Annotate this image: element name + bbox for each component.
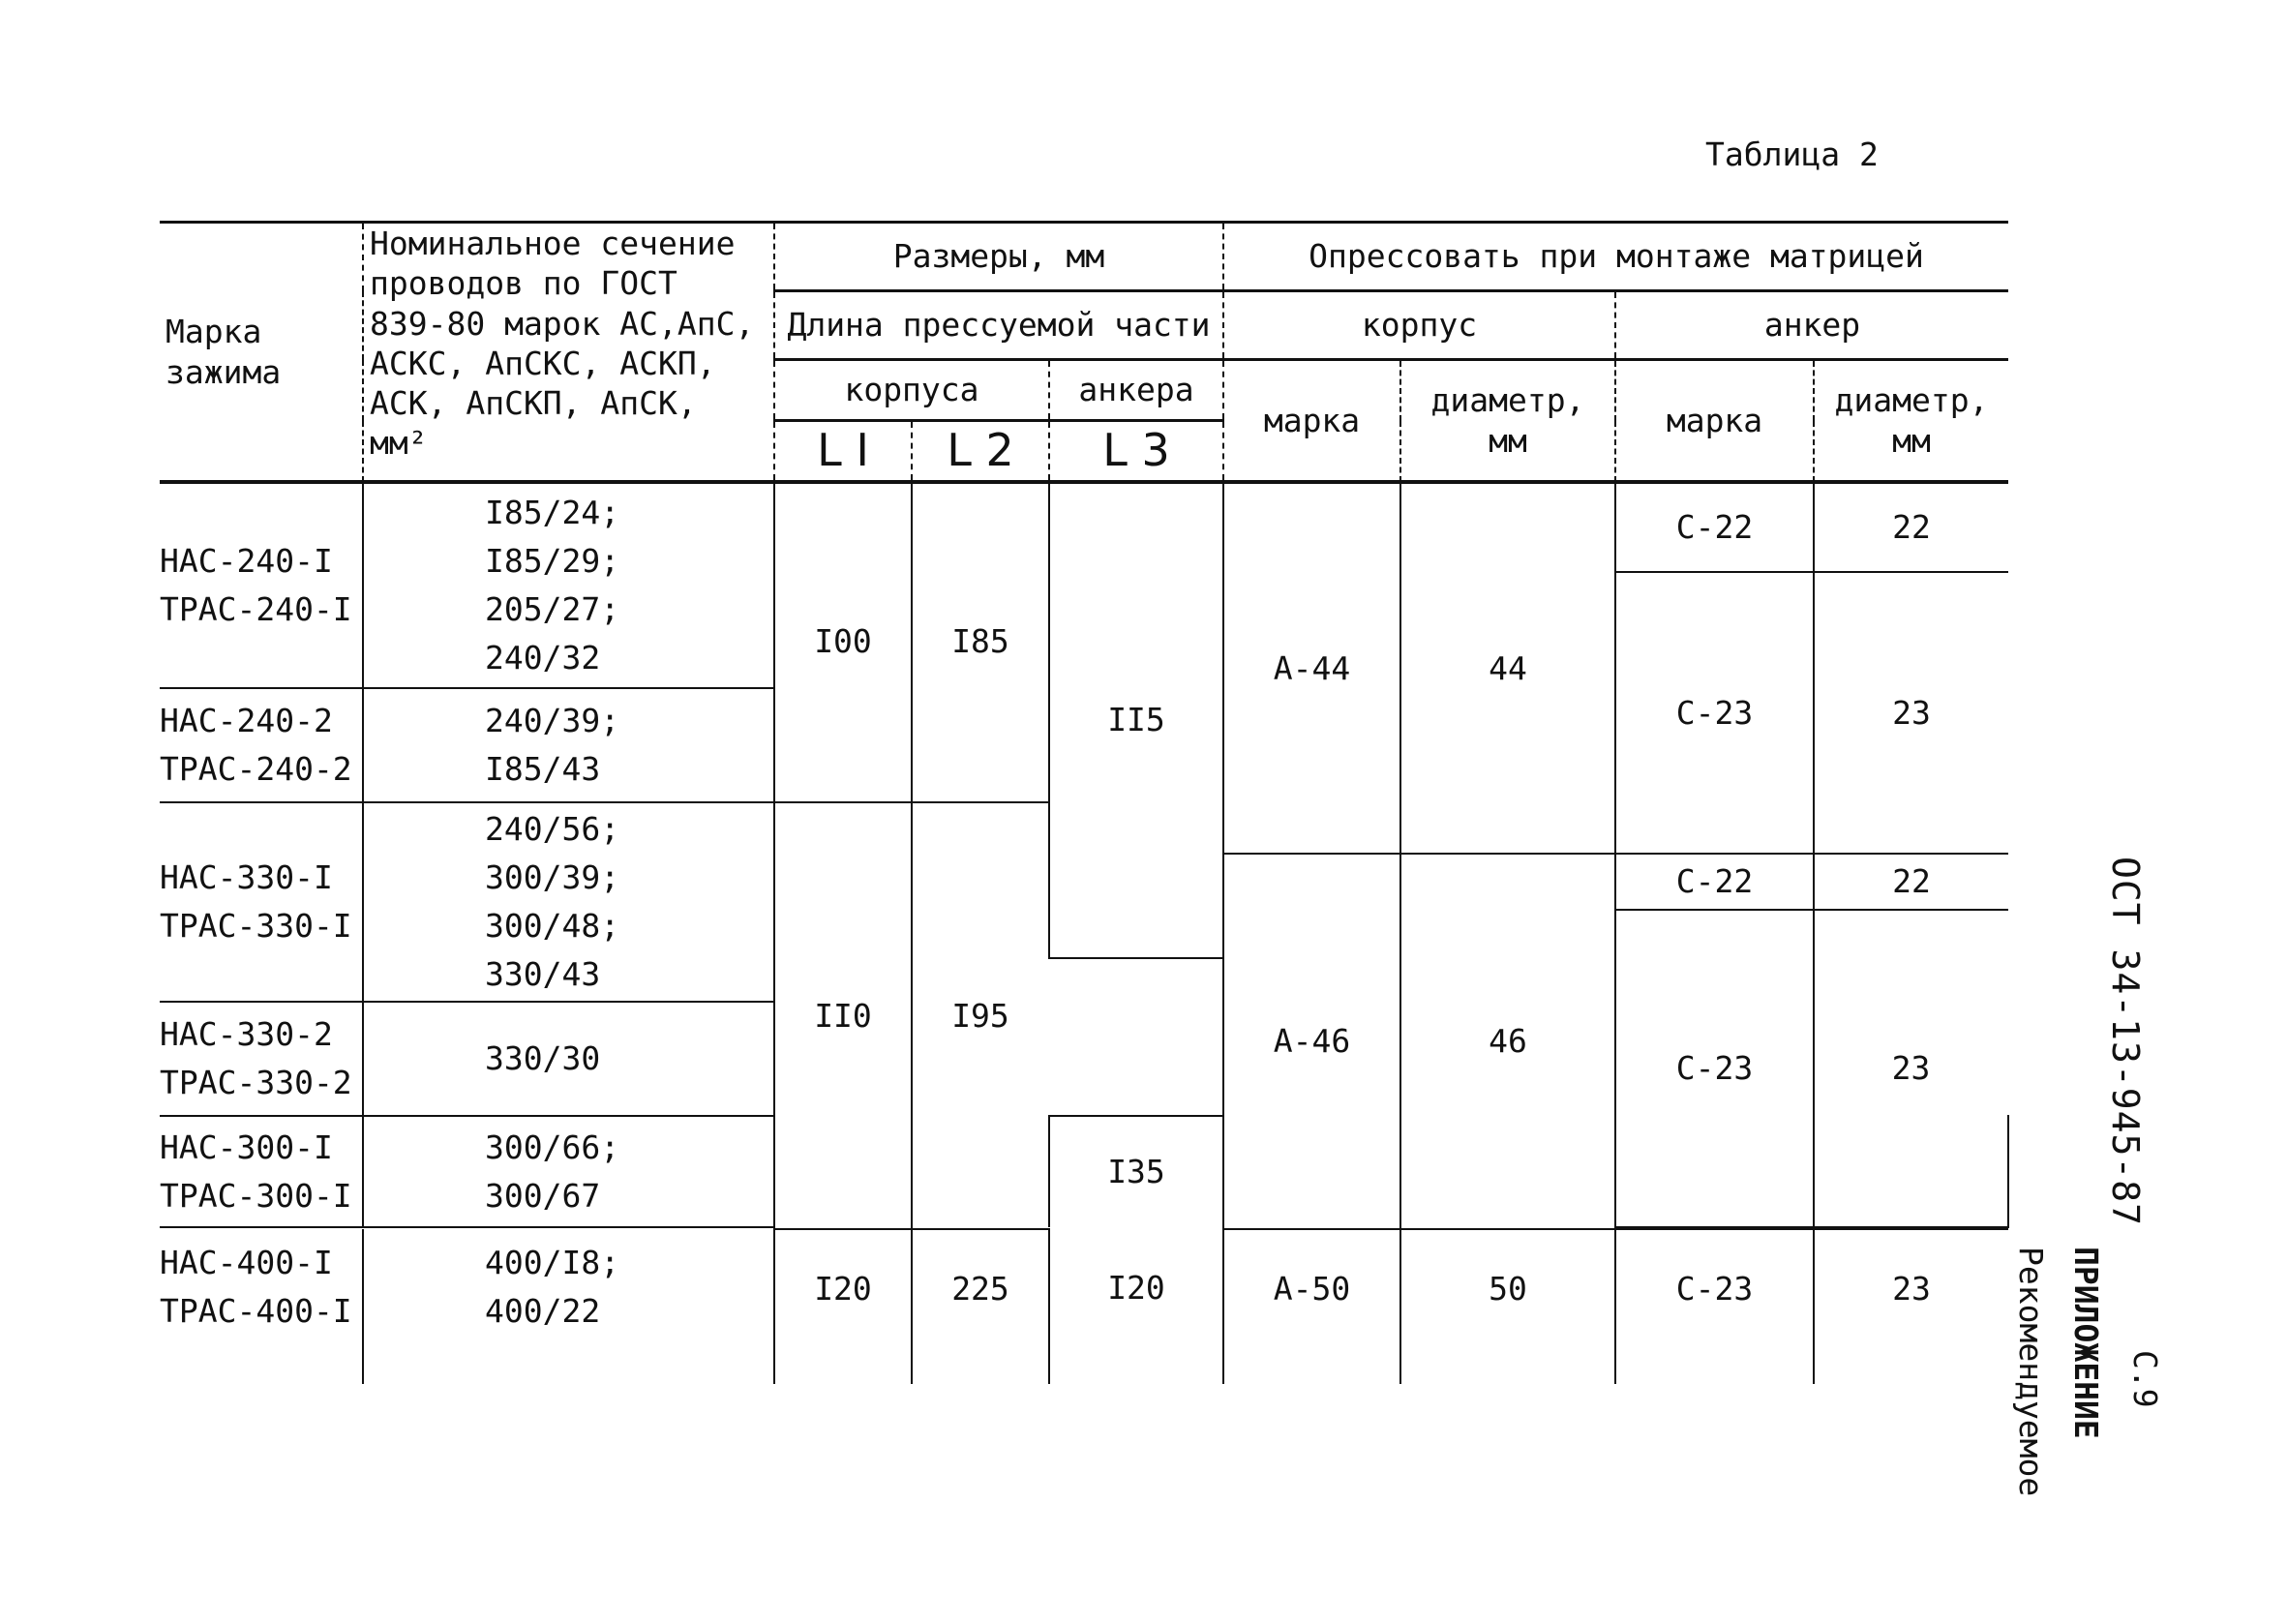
header-body-diameter: диаметр, мм [1400,360,1615,483]
l3-value: I20 [1049,1229,1223,1384]
header-anchor-mark: марка [1615,360,1814,483]
header-l3 [1049,421,1223,483]
document-code: ОСТ 34-13-945-87 [2104,857,2147,1227]
table-row-section: 240/39; I85/43 [363,688,774,802]
header-body-part: корпуса [774,360,1049,421]
header-anchor-diameter: диаметр, мм [1814,360,2008,483]
l1-symbol: L I [817,424,869,477]
body-diameter-value: 46 [1400,854,1615,1229]
table-header [160,223,2008,483]
l2-symbol: L 2 [947,424,1014,477]
table-row-brand: НАС-400-I ТРАС-400-I [160,1244,352,1330]
table-row-brand: НАС-240-I ТРАС-240-I [160,482,363,688]
appendix-status: Рекомендуемое [2012,1247,2050,1497]
anchor-diameter-value: 23 [1814,572,2008,854]
header-l1 [774,421,912,483]
table-row-brand: НАС-330-I ТРАС-330-I [160,802,363,1002]
anchor-mark-value: С-22 [1615,482,1814,572]
table-row-section: 400/I8; 400/22 [363,1229,774,1384]
body-diameter-value: 44 [1400,482,1615,854]
clamp-table [160,221,2008,1384]
body-mark-value: А-46 [1223,854,1400,1229]
table-row-section: I85/24; I85/29; 205/27; 240/32 [363,482,774,688]
table-row-brand: НАС-240-2 ТРАС-240-2 [160,688,363,802]
header-anchor-part: анкера [1049,360,1223,421]
l3-value: I35 [1049,1116,1223,1227]
header-pressed-length: Длина прессуемой части [774,291,1223,360]
appendix-label: ПРИЛОЖЕНИЕ [2067,1247,2105,1439]
header-l2 [912,421,1049,483]
table-row-section: 240/56; 300/39; 300/48; 330/43 [363,802,774,1002]
l3-symbol: L 3 [1102,424,1170,477]
table-row-section: 330/30 [363,1002,774,1116]
table-title: Таблица 2 [1705,135,1879,173]
header-body-mark: марка [1223,360,1400,483]
table-row-section: 300/66; 300/67 [363,1116,774,1227]
anchor-diameter-value: 22 [1814,854,2008,910]
page-number: С.9 [2126,1350,2164,1408]
anchor-diameter-value: 22 [1814,482,2008,572]
anchor-diameter-value: 23 [1814,1229,2008,1384]
anchor-mark-value: С-23 [1615,572,1814,854]
anchor-diameter-value: 23 [1814,910,2008,1227]
anchor-mark-value: С-23 [1615,910,1814,1227]
header-section: Номинальное сечение проводов по ГОСТ 839-80 марок АС,АпС, АСКС, АпСКС, АСКП, АСК, АпСКП, АпСК, мм² [363,223,774,483]
body-mark-value: А-50 [1223,1229,1400,1384]
l2-value: 225 [912,1229,1049,1384]
l1-value: I00 [774,482,912,802]
l1-value: II0 [774,802,912,1229]
header-brand: Марка зажима [160,223,363,483]
l1-value: I20 [774,1229,912,1384]
l3-value: II5 [1049,482,1223,958]
header-crimp-body: корпус [1223,291,1615,360]
table-row-brand: НАС-300-I ТРАС-300-I [160,1116,363,1227]
anchor-mark-value: С-23 [1615,1229,1814,1384]
l2-value: I85 [912,482,1049,802]
header-crimp: Опрессовать при монтаже матрицей [1223,223,2008,291]
table-row-brand: НАС-330-2 ТРАС-330-2 [160,1002,363,1116]
l2-value: I95 [912,802,1049,1229]
header-crimp-anchor: анкер [1615,291,2008,360]
header-dimensions: Размеры, мм [774,223,1223,291]
table-body [160,482,2008,1384]
anchor-mark-value: С-22 [1615,854,1814,910]
body-diameter-value: 50 [1400,1229,1615,1384]
body-mark-value: А-44 [1223,482,1400,854]
